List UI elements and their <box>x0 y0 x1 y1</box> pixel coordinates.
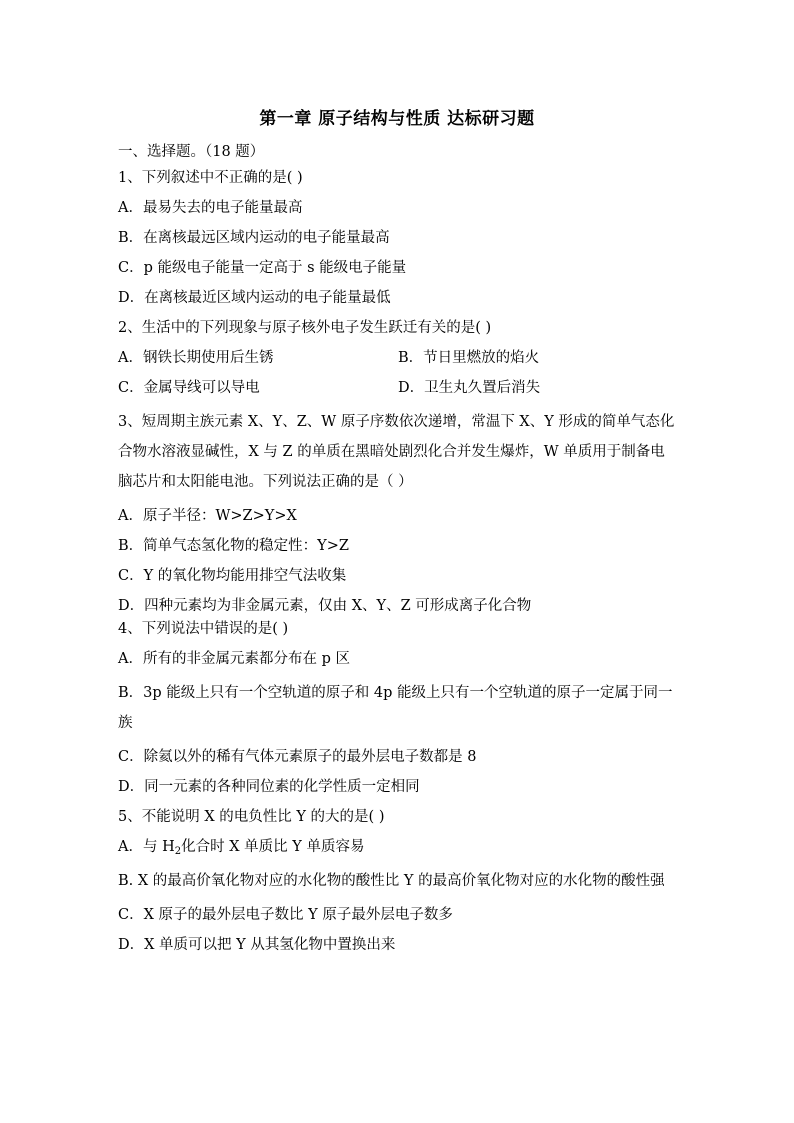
question-4-option-b: B．3p 能级上只有一个空轨道的原子和 4p 能级上只有一个空轨道的原子一定属于同一族 <box>118 685 673 731</box>
question-2-option-d: D．卫生丸久置后消失 <box>398 380 541 396</box>
question-1-option-d: D．在离核最近区域内运动的电子能量最低 <box>118 290 391 306</box>
hydrogen-subscript: 2 <box>174 846 182 857</box>
question-2-options-row-1 <box>118 347 678 369</box>
question-1-stem: 1、下列叙述中不正确的是( ) <box>118 170 303 186</box>
document-title: 第一章 原子结构与性质 达标研习题 <box>259 109 535 129</box>
section-heading: 一、选择题。（18 题） <box>118 144 265 160</box>
question-4-option-a: A．所有的非金属元素都分布在 p 区 <box>118 651 350 667</box>
question-5-option-a-prefix: A．与 H <box>118 839 175 855</box>
question-list <box>118 141 678 964</box>
question-5-option-a-rest: 化合时 X 单质比 Y 单质容易 <box>181 839 365 855</box>
question-4-stem: 4、下列说法中错误的是( ) <box>118 621 289 637</box>
question-2-option-c: C．金属导线可以导电 <box>118 380 260 396</box>
question-2-option-b: B．节日里燃放的焰火 <box>398 350 540 366</box>
question-2-options-row-2 <box>118 377 678 399</box>
question-2-stem: 2、生活中的下列现象与原子核外电子发生跃迁有关的是( ) <box>118 320 492 336</box>
question-2-option-a: A．钢铁长期使用后生锈 <box>118 350 274 366</box>
question-5-stem: 5、不能说明 X 的电负性比 Y 的大的是( ) <box>118 809 385 825</box>
question-1-option-b: B．在离核最远区域内运动的电子能量最高 <box>118 230 390 246</box>
question-1-option-a: A．最易失去的电子能量最高 <box>118 200 303 216</box>
question-3-option-a: A．原子半径：W>Z>Y>X <box>118 508 297 524</box>
question-3-option-d: D．四种元素均为非金属元素，仅由 X、Y、Z 可形成离子化合物 <box>118 598 532 614</box>
question-3-stem: 3、短周期主族元素 X、Y、Z、W 原子序数依次递增，常温下 X、Y 形成的简单气态化合物水溶液显碱性，X 与 Z 的单质在黑暗处剧烈化合并发生爆炸，W 单质用于制备电脑芯片和太阳能电池。下列说法正确的是（ ） <box>118 414 675 490</box>
question-1-option-c: C．p 能级电子能量一定高于 s 能级电子能量 <box>118 260 407 276</box>
question-5-option-d: D．X 单质可以把 Y 从其氢化物中置换出来 <box>118 937 396 953</box>
question-5-option-b: B. X 的最高价氧化物对应的水化物的酸性比 Y 的最高价氧化物对应的水化物的酸性强 <box>118 873 665 889</box>
question-4-option-d: D．同一元素的各种同位素的化学性质一定相同 <box>118 779 420 795</box>
question-3-option-c: C．Y 的氧化物均能用排空气法收集 <box>118 568 347 584</box>
question-4-option-c: C．除氦以外的稀有气体元素原子的最外层电子数都是 8 <box>118 749 477 765</box>
question-5-option-a <box>118 836 678 858</box>
question-5-option-c: C．X 原子的最外层电子数比 Y 原子最外层电子数多 <box>118 907 453 923</box>
question-3-option-b: B．简单气态氢化物的稳定性：Y>Z <box>118 538 349 554</box>
